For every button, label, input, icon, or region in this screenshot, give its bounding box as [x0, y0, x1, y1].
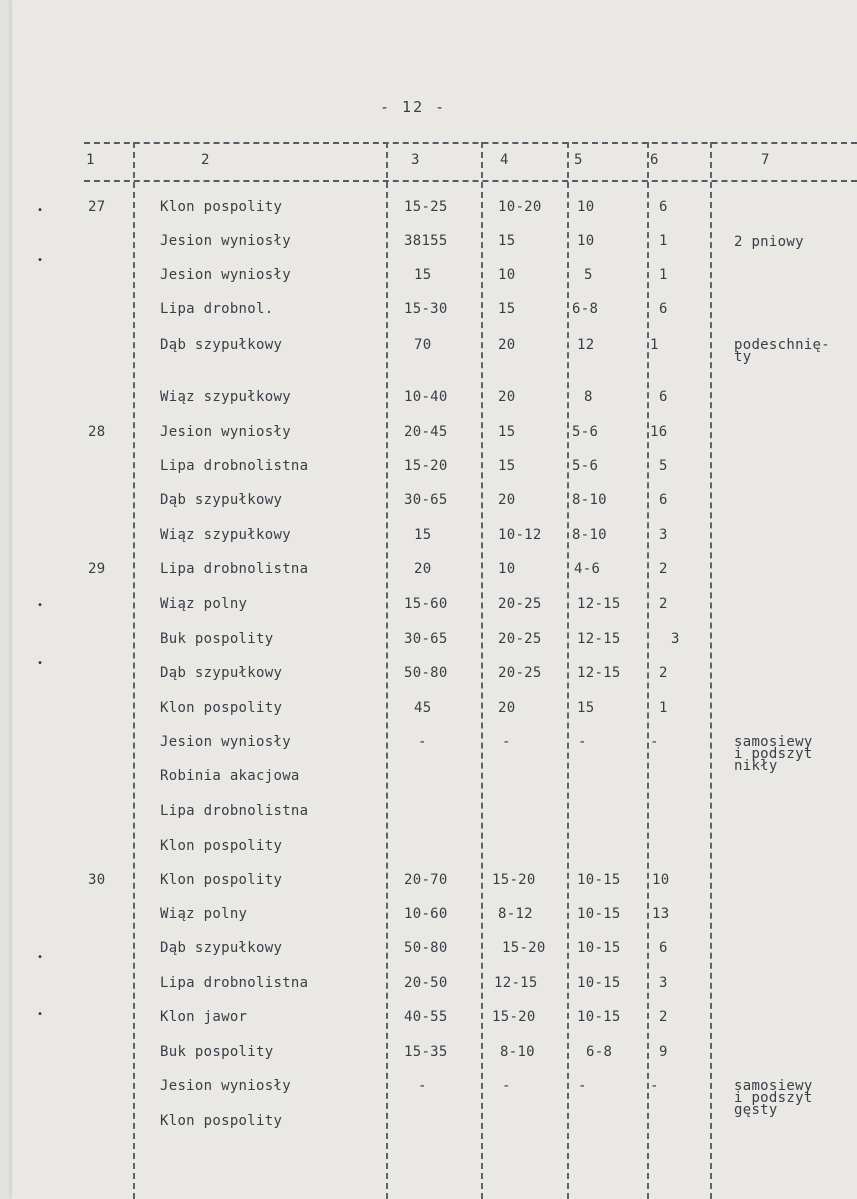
margin-mark: •: [37, 952, 44, 963]
species-name: Lipa drobnolistna: [160, 458, 309, 474]
col5-value: 10-15: [577, 872, 621, 888]
table-row: [0, 768, 857, 802]
col4-value: 15-20: [492, 872, 536, 888]
table-row: [0, 596, 857, 630]
col3-value: 15-20: [404, 458, 448, 474]
table-row: [0, 665, 857, 699]
species-name: Klon pospolity: [160, 872, 283, 888]
col3-value: 30-65: [404, 492, 448, 508]
col4-value: 12-15: [494, 975, 538, 991]
col4-value: 20: [498, 492, 516, 508]
column-header-4: 4: [500, 152, 509, 168]
col3-value: 10-40: [404, 389, 448, 405]
margin-mark: •: [37, 600, 44, 611]
col3-value: 15: [414, 527, 432, 543]
species-name: Klon jawor: [160, 1009, 248, 1025]
col4-value: -: [502, 734, 511, 750]
row-number: 27: [88, 199, 106, 215]
col5-value: 10-15: [577, 975, 621, 991]
table-row: [0, 337, 857, 387]
species-name: Buk pospolity: [160, 1044, 274, 1060]
margin-mark: •: [37, 1009, 44, 1020]
col6-value: -: [650, 1078, 659, 1094]
species-name: Lipa drobnolistna: [160, 975, 309, 991]
col6-value: 6: [659, 389, 668, 405]
col4-value: 8-10: [500, 1044, 535, 1060]
table-row: [0, 424, 857, 458]
col6-value: 16: [650, 424, 668, 440]
table-row: [0, 975, 857, 1009]
col5-value: 12-15: [577, 631, 621, 647]
col5-value: 10-15: [577, 1009, 621, 1025]
table-row: [0, 1009, 857, 1043]
col3-value: 45: [414, 700, 432, 716]
col5-value: 6-8: [586, 1044, 613, 1060]
col6-value: 6: [659, 492, 668, 508]
species-name: Lipa drobnolistna: [160, 561, 309, 577]
col6-value: -: [650, 734, 659, 750]
species-name: Jesion wyniosły: [160, 233, 291, 249]
column-header-3: 3: [411, 152, 420, 168]
species-name: Lipa drobnolistna: [160, 803, 309, 819]
col3-value: 20-45: [404, 424, 448, 440]
remarks: samosiewy i podszyt gęsty: [734, 1078, 813, 1118]
col4-value: 20-25: [498, 596, 542, 612]
col4-value: 10-12: [498, 527, 542, 543]
table-row: [0, 1113, 857, 1147]
col3-value: -: [418, 1078, 427, 1094]
col5-value: 10: [577, 233, 595, 249]
col4-value: 15: [498, 233, 516, 249]
col4-value: 8-12: [498, 906, 533, 922]
species-name: Jesion wyniosły: [160, 267, 291, 283]
col6-value: 3: [659, 975, 668, 991]
col6-value: 3: [659, 527, 668, 543]
column-header-7: 7: [761, 152, 770, 168]
species-name: Klon pospolity: [160, 1113, 283, 1129]
col4-value: -: [502, 1078, 511, 1094]
col3-value: 30-65: [404, 631, 448, 647]
col5-value: 8: [584, 389, 593, 405]
col5-value: 10-15: [577, 940, 621, 956]
column-header-2: 2: [201, 152, 210, 168]
col4-value: 10: [498, 561, 516, 577]
col4-value: 15-20: [502, 940, 546, 956]
column-header-1: 1: [86, 152, 95, 168]
table-row: [0, 631, 857, 665]
col5-value: 8-10: [572, 492, 607, 508]
col4-value: 20-25: [498, 665, 542, 681]
col6-value: 2: [659, 665, 668, 681]
species-name: Klon pospolity: [160, 838, 283, 854]
col4-value: 20: [498, 700, 516, 716]
species-name: Jesion wyniosły: [160, 424, 291, 440]
table-row: [0, 199, 857, 233]
col5-value: 10-15: [577, 906, 621, 922]
table-top-rule: [84, 142, 857, 144]
col4-value: 15-20: [492, 1009, 536, 1025]
col5-value: 12-15: [577, 596, 621, 612]
col4-value: 10: [498, 267, 516, 283]
col5-value: 4-6: [574, 561, 601, 577]
table-row: [0, 803, 857, 837]
species-name: Jesion wyniosły: [160, 734, 291, 750]
col4-value: 20: [498, 337, 516, 353]
col6-value: 1: [659, 700, 668, 716]
col3-value: -: [418, 734, 427, 750]
table-row: [0, 233, 857, 267]
col3-value: 50-80: [404, 940, 448, 956]
col3-value: 38155: [404, 233, 448, 249]
col5-value: 5-6: [572, 458, 599, 474]
col3-value: 15: [414, 267, 432, 283]
col3-value: 20: [414, 561, 432, 577]
col3-value: 20-50: [404, 975, 448, 991]
table-row: [0, 700, 857, 734]
table-row: [0, 906, 857, 940]
col6-value: 2: [659, 596, 668, 612]
species-name: Lipa drobnol.: [160, 301, 274, 317]
margin-mark: •: [37, 205, 44, 216]
species-name: Dąb szypułkowy: [160, 337, 283, 353]
col5-value: 12-15: [577, 665, 621, 681]
col5-value: 6-8: [572, 301, 599, 317]
species-name: Robinia akacjowa: [160, 768, 300, 784]
col6-value: 6: [659, 940, 668, 956]
species-name: Klon pospolity: [160, 700, 283, 716]
species-name: Wiąz polny: [160, 596, 248, 612]
col5-value: 5: [584, 267, 593, 283]
species-name: Klon pospolity: [160, 199, 283, 215]
column-header-6: 6: [650, 152, 659, 168]
col4-value: 15: [498, 301, 516, 317]
col3-value: 70: [414, 337, 432, 353]
table-row: [0, 492, 857, 526]
margin-mark: •: [37, 658, 44, 669]
col6-value: 1: [659, 233, 668, 249]
col6-value: 2: [659, 1009, 668, 1025]
col6-value: 3: [671, 631, 680, 647]
col6-value: 1: [659, 267, 668, 283]
col3-value: 15-35: [404, 1044, 448, 1060]
col5-value: -: [578, 734, 587, 750]
row-number: 29: [88, 561, 106, 577]
species-name: Buk pospolity: [160, 631, 274, 647]
table-row: [0, 1044, 857, 1078]
col6-value: 13: [652, 906, 670, 922]
species-name: Jesion wyniosły: [160, 1078, 291, 1094]
row-number: 30: [88, 872, 106, 888]
species-name: Wiąz polny: [160, 906, 248, 922]
col5-value: -: [578, 1078, 587, 1094]
table-row: [0, 301, 857, 335]
table-row: [0, 838, 857, 872]
table-row: [0, 734, 857, 774]
col6-value: 10: [652, 872, 670, 888]
species-name: Dąb szypułkowy: [160, 940, 283, 956]
species-name: Dąb szypułkowy: [160, 665, 283, 681]
column-header-5: 5: [574, 152, 583, 168]
col3-value: 50-80: [404, 665, 448, 681]
species-name: Dąb szypułkowy: [160, 492, 283, 508]
table-row: [0, 458, 857, 492]
col4-value: 15: [498, 424, 516, 440]
remarks: samosiewy i podszyt nikły: [734, 734, 813, 774]
col3-value: 20-70: [404, 872, 448, 888]
remarks: podeschnię- ty: [734, 337, 831, 365]
remarks: 2 pniowy: [734, 234, 804, 250]
table-row: [0, 1078, 857, 1118]
col3-value: 10-60: [404, 906, 448, 922]
col6-value: 9: [659, 1044, 668, 1060]
col6-value: 5: [659, 458, 668, 474]
col3-value: 40-55: [404, 1009, 448, 1025]
col6-value: 6: [659, 199, 668, 215]
col6-value: 1: [650, 337, 659, 353]
table-row: [0, 389, 857, 423]
col5-value: 8-10: [572, 527, 607, 543]
col3-value: 15-60: [404, 596, 448, 612]
col4-value: 15: [498, 458, 516, 474]
row-number: 28: [88, 424, 106, 440]
col5-value: 5-6: [572, 424, 599, 440]
table-row: [0, 527, 857, 561]
margin-mark: •: [37, 255, 44, 266]
col4-value: 20: [498, 389, 516, 405]
col6-value: 2: [659, 561, 668, 577]
col3-value: 15-25: [404, 199, 448, 215]
col5-value: 15: [577, 700, 595, 716]
col6-value: 6: [659, 301, 668, 317]
table-row: [0, 872, 857, 906]
col4-value: 20-25: [498, 631, 542, 647]
col5-value: 10: [577, 199, 595, 215]
table-row: [0, 267, 857, 301]
table-row: [0, 561, 857, 595]
col4-value: 10-20: [498, 199, 542, 215]
col3-value: 15-30: [404, 301, 448, 317]
header-bottom-rule: [84, 180, 857, 182]
col5-value: 12: [577, 337, 595, 353]
species-name: Wiąz szypułkowy: [160, 527, 291, 543]
species-name: Wiąz szypułkowy: [160, 389, 291, 405]
page-number: - 12 -: [380, 98, 447, 116]
table-row: [0, 940, 857, 974]
